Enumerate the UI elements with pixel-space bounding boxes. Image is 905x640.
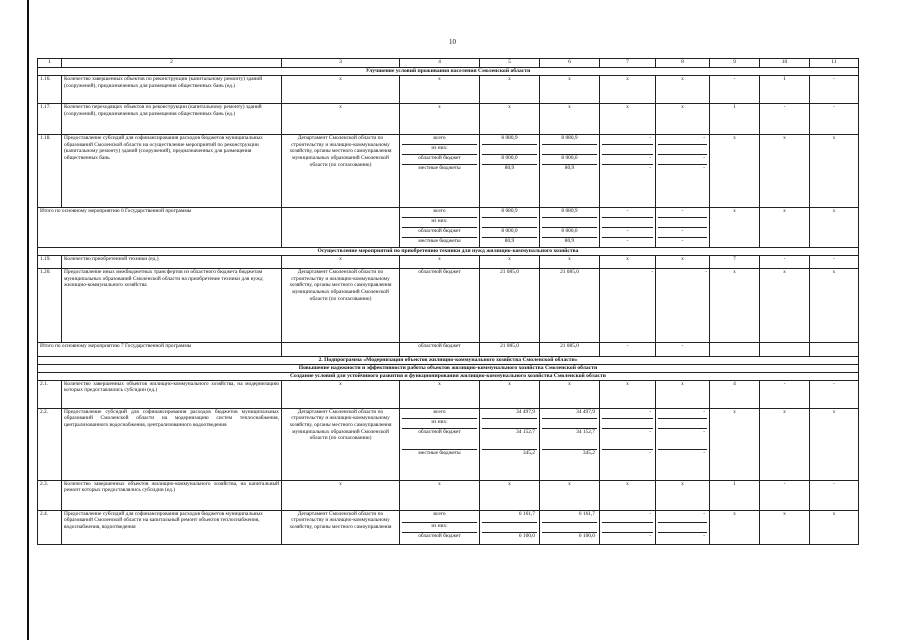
cell: х	[600, 75, 656, 103]
funding-source: из них:	[402, 522, 477, 532]
table-row	[38, 408, 859, 480]
cell: х	[656, 103, 710, 134]
funding-source: всего	[402, 135, 477, 145]
amount: 21 085,0	[540, 342, 600, 356]
amount: -	[656, 342, 710, 356]
amount: -	[602, 428, 653, 449]
cell: х	[480, 480, 540, 510]
cell: х	[480, 255, 540, 268]
row-number: 2.1.	[38, 380, 62, 408]
column-header: 10	[760, 59, 810, 68]
amount: 80,9	[504, 237, 515, 244]
cell: х	[540, 75, 600, 103]
column-header: 7	[600, 59, 656, 68]
amount: 8 000,0	[542, 227, 597, 237]
amount: 6 161,7	[482, 511, 537, 523]
subprogram-heading: 2. Подпрограмма «Модернизация объектов жилищно-коммунального хозяйства Смоленской области»	[38, 356, 859, 364]
amount: 34 152,7	[542, 428, 597, 449]
amount	[482, 217, 537, 227]
funding-source: областной бюджет	[400, 268, 480, 342]
amount: -	[602, 154, 653, 164]
amount: -	[703, 532, 705, 539]
cell: х	[656, 380, 710, 408]
amount	[542, 418, 597, 428]
row-number: 1.18.	[38, 134, 62, 207]
amount: -	[602, 135, 653, 145]
cell: х	[656, 255, 710, 268]
cell: х	[810, 510, 859, 544]
cell: х	[760, 408, 810, 480]
amount	[542, 144, 597, 154]
row-name: Предоставление субсидий для софинансирования расходов бюджетов муниципальных образований Смоленской области на осуществление мероприятий по реконструкции (капитальному ремонту) зданий (сооружений), предназначенных для размещения общественных бань	[62, 134, 282, 207]
amount	[658, 144, 707, 154]
row-name: Количество завершенных объектов по реконструкции (капитальному ремонту) зданий (сооружений), предназначенных для размещения общественных бань (ед.)	[62, 75, 282, 103]
amount: 8 080,9	[482, 208, 537, 218]
funding-source: из них:	[402, 217, 477, 227]
cell: х	[600, 380, 656, 408]
cell: х	[656, 75, 710, 103]
column-header: 6	[540, 59, 600, 68]
amount: -	[602, 511, 653, 523]
amount: 21 085,0	[480, 268, 540, 342]
cell: -	[760, 480, 810, 510]
amount: 345,2	[582, 449, 595, 456]
column-number-row	[38, 59, 859, 68]
cell: х	[600, 103, 656, 134]
amount: 6 161,7	[542, 511, 597, 523]
amount: -	[656, 268, 710, 342]
executor: Департамент Смоленской области по строительству и жилищно-коммунальному хозяйству, органы местного самоуправления муниципальных образований Смоленской области (по согласованию)	[282, 408, 400, 480]
amount: -	[602, 409, 653, 419]
row-number: 2.4.	[38, 510, 62, 544]
column-header: 9	[710, 59, 760, 68]
table-row	[38, 510, 859, 544]
cell: х	[400, 255, 480, 268]
section-heading: Создание условий для устойчивого развития и функционирования жилищно-коммунального хозяйства Смоленской области	[38, 372, 859, 380]
amount: 80,9	[504, 164, 515, 171]
row-number: 1.16.	[38, 75, 62, 103]
cell: х	[480, 75, 540, 103]
amount: -	[658, 208, 707, 218]
amount	[658, 522, 707, 532]
amount	[602, 522, 653, 532]
funding-source: местные бюджеты	[418, 164, 461, 171]
column-header: 5	[480, 59, 540, 68]
cell: -	[810, 380, 859, 408]
funding-source: областной бюджет	[402, 428, 477, 449]
cell: х	[282, 103, 400, 134]
cell: х	[400, 75, 480, 103]
cell: х	[710, 134, 760, 207]
column-header: 8	[656, 59, 710, 68]
funding-source: всего	[402, 208, 477, 218]
amount: 8 080,9	[542, 208, 597, 218]
cell: х	[710, 510, 760, 544]
cell: х	[540, 103, 600, 134]
cell: х	[282, 255, 400, 268]
table-row	[38, 103, 859, 134]
amount: 34 497,9	[482, 409, 537, 419]
amount: -	[681, 237, 684, 244]
amount: 8 000,0	[482, 227, 537, 237]
cell: х	[710, 408, 760, 480]
total-row	[38, 342, 859, 356]
cell: -	[760, 255, 810, 268]
amount: -	[600, 268, 656, 342]
amount: 80,9	[564, 164, 575, 171]
amount: 21 085,0	[540, 268, 600, 342]
amount: -	[658, 227, 707, 237]
funding-source: областной бюджет	[418, 532, 461, 539]
amount: -	[658, 135, 707, 145]
column-header: 11	[810, 59, 859, 68]
amount	[602, 217, 653, 227]
program-table	[37, 58, 859, 545]
row-name: Количество завершенных объектов жилищно-коммунального хозяйства, на модернизацию которых предоставлялись субсидии (ед.)	[62, 380, 282, 408]
cell: х	[400, 480, 480, 510]
cell: -	[810, 255, 859, 268]
cell: -	[810, 103, 859, 134]
row-number: 2.2.	[38, 408, 62, 480]
amount	[602, 144, 653, 154]
amount	[658, 418, 707, 428]
amount: -	[602, 208, 653, 218]
row-name: Количество завершенных объектов жилищно-коммунального хозяйства, на капитальный ремонт которых предоставлялись субсидии (ед.)	[62, 480, 282, 510]
amount: 8 080,9	[542, 135, 597, 145]
section-heading: Улучшение условий проживания населения Смоленской области	[38, 68, 859, 76]
funding-source: всего	[402, 511, 477, 523]
cell: х	[656, 480, 710, 510]
funding-source: местные бюджеты	[418, 237, 461, 244]
cell: 1	[710, 480, 760, 510]
cell: х	[282, 480, 400, 510]
cell: -	[760, 380, 810, 408]
amount: -	[658, 511, 707, 523]
funding-source: областной бюджет	[400, 342, 480, 356]
cell: х	[540, 255, 600, 268]
total-row	[38, 207, 859, 247]
row-name: Предоставление субсидий для софинансирования расходов бюджетов муниципальных образований Смоленской области на капитальный ремонт объектов теплоснабжения, водоснабжения, водоотведения	[62, 510, 282, 544]
amount: 345,2	[522, 449, 535, 456]
amount: 34 152,7	[482, 428, 537, 449]
table-row	[38, 480, 859, 510]
cell: х	[810, 268, 859, 342]
cell: 1	[710, 103, 760, 134]
row-number: 1.17.	[38, 103, 62, 134]
cell: х	[810, 408, 859, 480]
cell: х	[540, 380, 600, 408]
cell: х	[480, 380, 540, 408]
total-label: Итого по основному мероприятию 6 Государственной программы	[38, 207, 282, 247]
cell: х	[760, 268, 810, 342]
cell: -	[760, 103, 810, 134]
column-header: 3	[282, 59, 400, 68]
cell: -	[810, 75, 859, 103]
column-header: 2	[62, 59, 282, 68]
amount: -	[649, 449, 651, 456]
cell: -	[710, 75, 760, 103]
amount	[658, 217, 707, 227]
amount: -	[658, 154, 707, 164]
table-row	[38, 255, 859, 268]
funding-source: из них:	[402, 418, 477, 428]
row-name: Количество переходящих объектов по реконструкции (капитальному ремонту) зданий (сооружений), предназначенных для размещения общественных бань (ед.)	[62, 103, 282, 134]
cell: х	[282, 380, 400, 408]
cell: х	[600, 255, 656, 268]
section-heading: Повышение надежности и эффективности работы объектов жилищно-коммунального хозяйства Смоленской области	[38, 364, 859, 372]
cell: х	[400, 380, 480, 408]
row-name: Предоставление субсидий для софинансирования расходов бюджетов муниципальных образований Смоленской области на модернизацию систем теплоснабжения, централизованного водоснабжения, централизованного водоотведения	[62, 408, 282, 480]
cell: -	[810, 480, 859, 510]
cell: х	[710, 207, 760, 247]
cell: х	[810, 134, 859, 207]
amount	[602, 418, 653, 428]
amount: -	[703, 449, 705, 456]
cell: х	[760, 207, 810, 247]
page-number: 10	[449, 38, 456, 46]
amount	[542, 217, 597, 227]
executor: Департамент Смоленской области по строительству и жилищно-коммунальному хозяйству, органы местного самоуправления муниципальных образований Смоленской области (по согласованию)	[282, 134, 400, 207]
amount: 80,9	[564, 237, 575, 244]
cell: х	[480, 103, 540, 134]
cell: 7	[710, 255, 760, 268]
amount: -	[703, 164, 705, 171]
funding-source: областной бюджет	[402, 227, 477, 237]
row-name: Количество приобретенной техники (ед.)	[62, 255, 282, 268]
funding-source: из них:	[402, 144, 477, 154]
amount: -	[626, 237, 629, 244]
cell: 1	[760, 75, 810, 103]
cell: 4	[710, 380, 760, 408]
funding-source: местные бюджеты	[418, 449, 461, 456]
cell: х	[400, 103, 480, 134]
amount	[482, 522, 537, 532]
amount: 34 497,9	[542, 409, 597, 419]
executor: Департамент Смоленской области по строительству и жилищно-коммунальному хозяйству, органы местного самоуправления муниципальных образований Смоленской области (по согласованию)	[282, 268, 400, 342]
funding-source: областной бюджет	[402, 154, 477, 164]
row-number: 1.20.	[38, 268, 62, 342]
table-row	[38, 380, 859, 408]
amount: 6 100,0	[578, 532, 595, 539]
cell: х	[760, 134, 810, 207]
amount: -	[649, 164, 651, 171]
amount: -	[658, 428, 707, 449]
total-label: Итого по основному мероприятию 7 Государственной программы	[38, 342, 282, 356]
column-header: 4	[400, 59, 480, 68]
amount: 8 000,0	[542, 154, 597, 164]
amount: -	[602, 227, 653, 237]
cell: х	[282, 75, 400, 103]
column-header: 1	[38, 59, 62, 68]
table-row	[38, 268, 859, 342]
amount	[542, 522, 597, 532]
cell: х	[760, 510, 810, 544]
row-name: Предоставление иных межбюджетных трансфертов из областного бюджета бюджетам муниципальных образований Смоленской области на приобретение техники для нужд жилищно-коммунального хозяйства	[62, 268, 282, 342]
cell: х	[710, 268, 760, 342]
left-margin-line	[27, 0, 29, 640]
cell: х	[540, 480, 600, 510]
cell: х	[600, 480, 656, 510]
table-row	[38, 75, 859, 103]
amount: 6 100,0	[518, 532, 535, 539]
amount: 8 000,0	[482, 154, 537, 164]
amount: 21 085,0	[480, 342, 540, 356]
amount: -	[600, 342, 656, 356]
row-number: 2.3.	[38, 480, 62, 510]
amount: -	[649, 532, 651, 539]
table-row	[38, 134, 859, 207]
amount: 8 080,9	[482, 135, 537, 145]
executor: Департамент Смоленской области по строительству и жилищно-коммунальному хозяйству, органы местного самоуправления	[282, 510, 400, 544]
amount	[482, 144, 537, 154]
amount	[482, 418, 537, 428]
funding-source: всего	[402, 409, 477, 419]
amount: -	[658, 409, 707, 419]
cell: х	[810, 207, 859, 247]
row-number: 1.19.	[38, 255, 62, 268]
section-heading: Осуществление мероприятий по приобретению техники для нужд жилищно-коммунального хозяйства	[38, 247, 859, 255]
